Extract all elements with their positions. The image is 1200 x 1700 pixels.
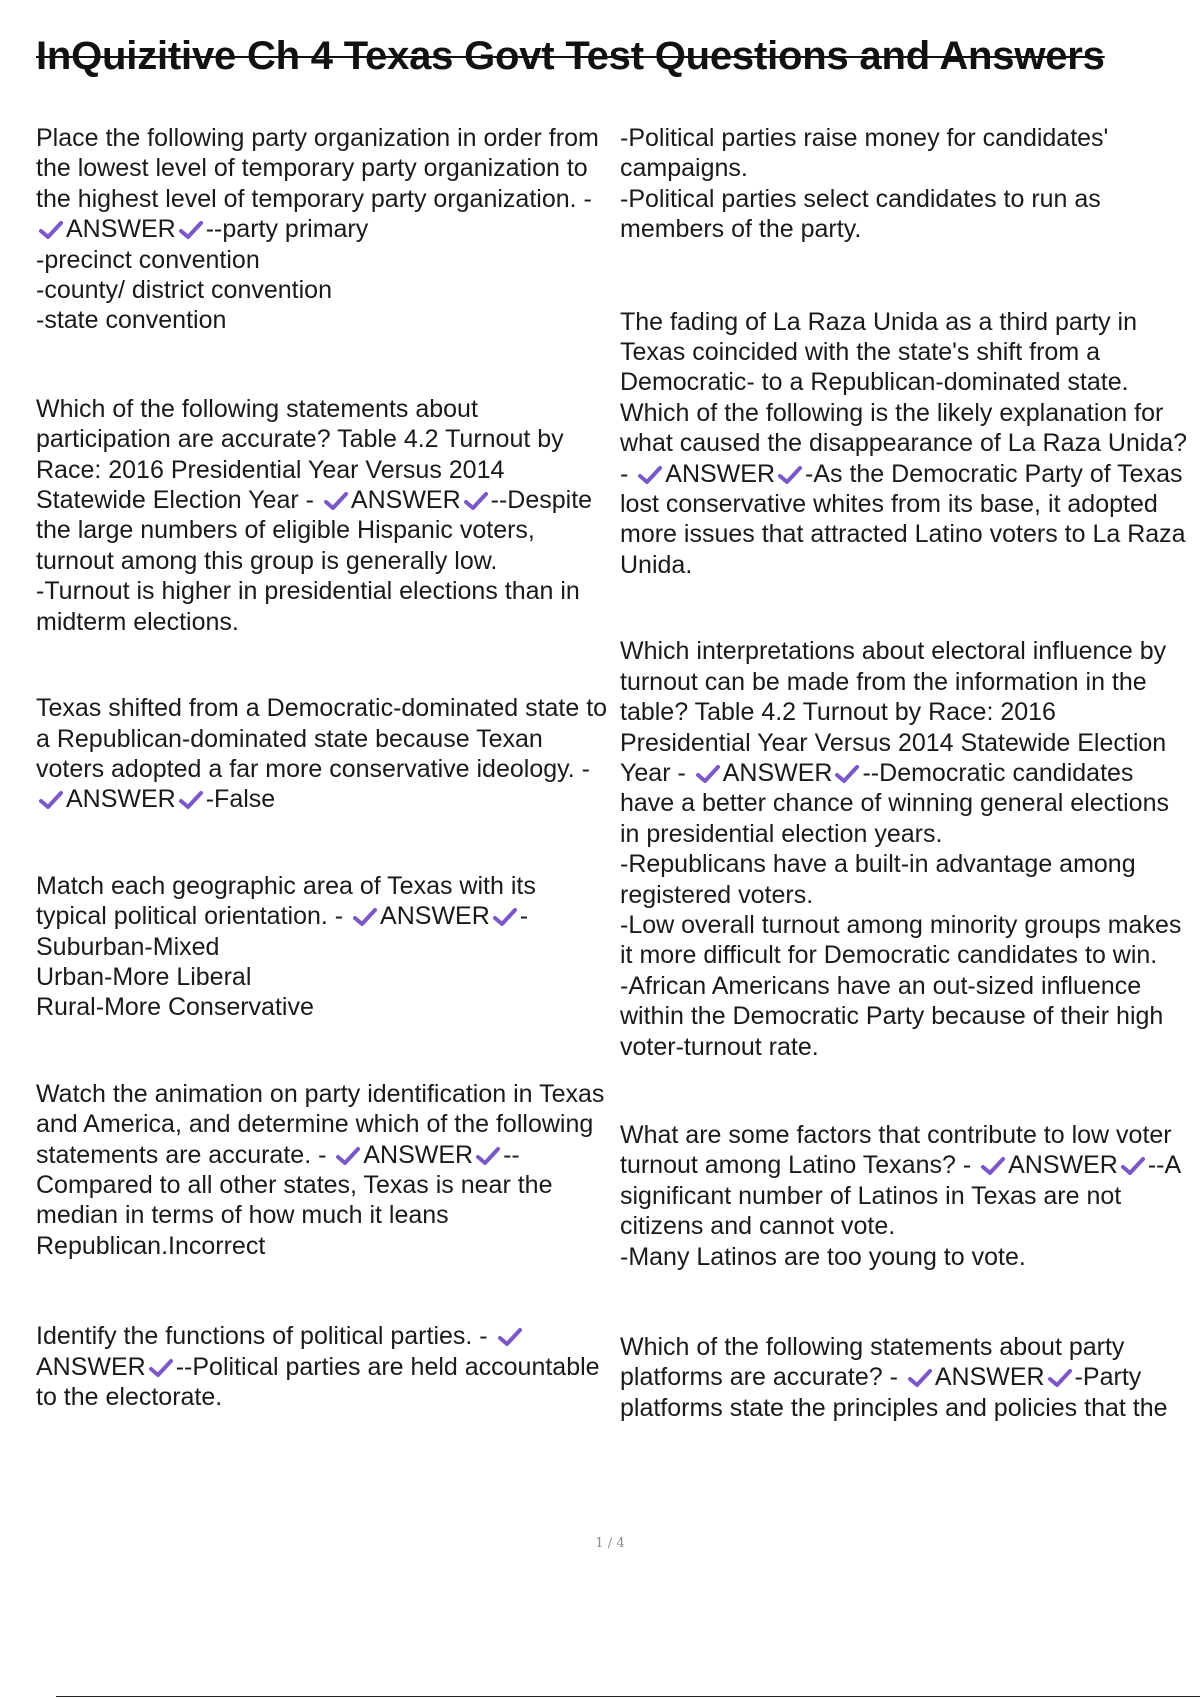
qa-item: [620, 1332, 1192, 1423]
check-icon: [475, 1145, 501, 1167]
qa-item: [36, 123, 611, 336]
answer-text: --A significant number of Latinos in Texas are not citizens and cannot vote.: [620, 1151, 1180, 1241]
answer-line: -state convention: [36, 306, 227, 335]
check-icon: [148, 1357, 174, 1379]
answer-line: -county/ district convention: [36, 276, 332, 305]
qa-item-continued: [620, 123, 1192, 245]
question-text: Texas shifted from a Democratic-dominated state to a Republican-dominated state because Texan voters adopted a far more conservative ideology. -: [36, 694, 608, 783]
qa-item: [620, 307, 1192, 581]
answer-text: --Democratic candidates have a better chance of winning general elections in presidential election years.: [620, 758, 1169, 848]
check-icon: [492, 906, 518, 928]
answer-text: -- Compared to all other states, Texas is near the median in terms of how much it leans Republican.Incorrect: [36, 1140, 553, 1260]
check-icon: [323, 490, 349, 512]
answer-label: ANSWER: [66, 785, 176, 814]
check-icon: [907, 1367, 933, 1389]
answer-line: -Low overall turnout among minority groups makes it more difficult for Democratic candidates to win.: [620, 910, 1182, 970]
question-text: Which of the following statements about participation are accurate? Table 4.2 Turnout by Race: 2016 Presidential Year Versus 2014 Statewide Election Year -: [36, 394, 564, 515]
answer-line: Urban-More Liberal: [36, 962, 252, 991]
qa-item: [36, 394, 611, 637]
qa-item: [36, 693, 611, 815]
answer-line: Rural-More Conservative: [36, 993, 314, 1022]
question-text: Identify the functions of political parties. -: [36, 1322, 488, 1351]
question-text: What are some factors that contribute to low voter turnout among Latino Texans? -: [620, 1120, 1172, 1180]
question-text: The fading of La Raza Unida as a third party in Texas coincided with the state's shift from a Democratic- to a Republican-dominated state. Which of the following is the likely explanation for what caused the disappearance of La Raza Unida? -: [620, 307, 1188, 488]
check-icon: [637, 464, 663, 486]
qa-item: [36, 1079, 611, 1261]
document-title: InQuizitive Ch 4 Texas Govt Test Questions and Answers: [36, 34, 1105, 78]
page-number: 1 / 4: [595, 1536, 625, 1551]
question-text: Watch the animation on party identification in Texas and America, and determine which of the following statements are accurate. -: [36, 1079, 605, 1169]
check-icon: [352, 906, 378, 928]
answer-line: -Republicans have a built-in advantage among registered voters.: [620, 850, 1136, 909]
qa-item: [620, 636, 1192, 1062]
answer-label: ANSWER: [722, 758, 833, 787]
question-text: Place the following party organization in order from the lowest level of temporary party organization to the highest level of temporary party organization. -: [36, 124, 599, 213]
answer-label: ANSWER: [66, 215, 176, 244]
qa-item: [36, 871, 611, 1023]
answer-label: ANSWER: [380, 902, 490, 931]
check-icon: [38, 789, 64, 811]
answer-label: ANSWER: [934, 1363, 1045, 1392]
check-icon: [335, 1145, 361, 1167]
answer-text: --Despite the large numbers of eligible Hispanic voters, turnout among this group is generally low.: [36, 486, 593, 575]
question-text: Which of the following statements about party platforms are accurate? -: [620, 1333, 1125, 1392]
answer-label: ANSWER: [665, 459, 776, 488]
question-text: Which interpretations about electoral influence by turnout can be made from the information in the table? Table 4.2 Turnout by Race: 2016 Presidential Year Versus 2014 Statewide Election Year -: [620, 637, 1167, 787]
footer-divider: [56, 1696, 1200, 1697]
answer-line: -Turnout is higher in presidential elections than in midterm elections.: [36, 577, 580, 636]
answer-text: --Political parties are held accountable to the electorate.: [36, 1352, 600, 1411]
check-icon: [497, 1326, 523, 1348]
check-icon: [178, 219, 204, 241]
check-icon: [463, 490, 489, 512]
check-icon: [38, 219, 64, 241]
right-column: [620, 123, 1192, 1483]
answer-line: -Many Latinos are too young to vote.: [620, 1242, 1026, 1271]
answer-text: -: [519, 902, 529, 931]
check-icon: [777, 464, 803, 486]
answer-text: --party primary: [205, 215, 369, 244]
answer-line: Suburban-Mixed: [36, 932, 220, 961]
question-text: Match each geographic area of Texas with its typical political orientation. -: [36, 871, 536, 931]
qa-item: [620, 1120, 1192, 1272]
answer-label: ANSWER: [36, 1352, 146, 1381]
answer-line: -African Americans have an out-sized influence within the Democratic Party because of their high voter-turnout rate.: [620, 971, 1164, 1061]
answer-label: ANSWER: [363, 1140, 474, 1169]
qa-item: [36, 1321, 611, 1412]
check-icon: [834, 763, 860, 785]
answer-label: ANSWER: [1008, 1151, 1118, 1180]
answer-line: -Political parties raise money for candidates' campaigns.: [620, 124, 1109, 183]
check-icon: [1120, 1155, 1146, 1177]
answer-text: -As the Democratic Party of Texas lost conservative whites from its base, it adopted more issues that attracted Latino voters to La Raza Unida.: [620, 459, 1186, 579]
answer-text: -False: [205, 785, 276, 814]
answer-line: -Political parties select candidates to run as members of the party.: [620, 184, 1101, 244]
left-column: [36, 123, 611, 1472]
check-icon: [178, 789, 204, 811]
answer-label: ANSWER: [350, 486, 461, 515]
check-icon: [1047, 1367, 1073, 1389]
check-icon: [980, 1155, 1006, 1177]
answer-text: -Party platforms state the principles and policies that the: [620, 1363, 1168, 1422]
answer-line: -precinct convention: [36, 245, 260, 274]
check-icon: [695, 763, 721, 785]
